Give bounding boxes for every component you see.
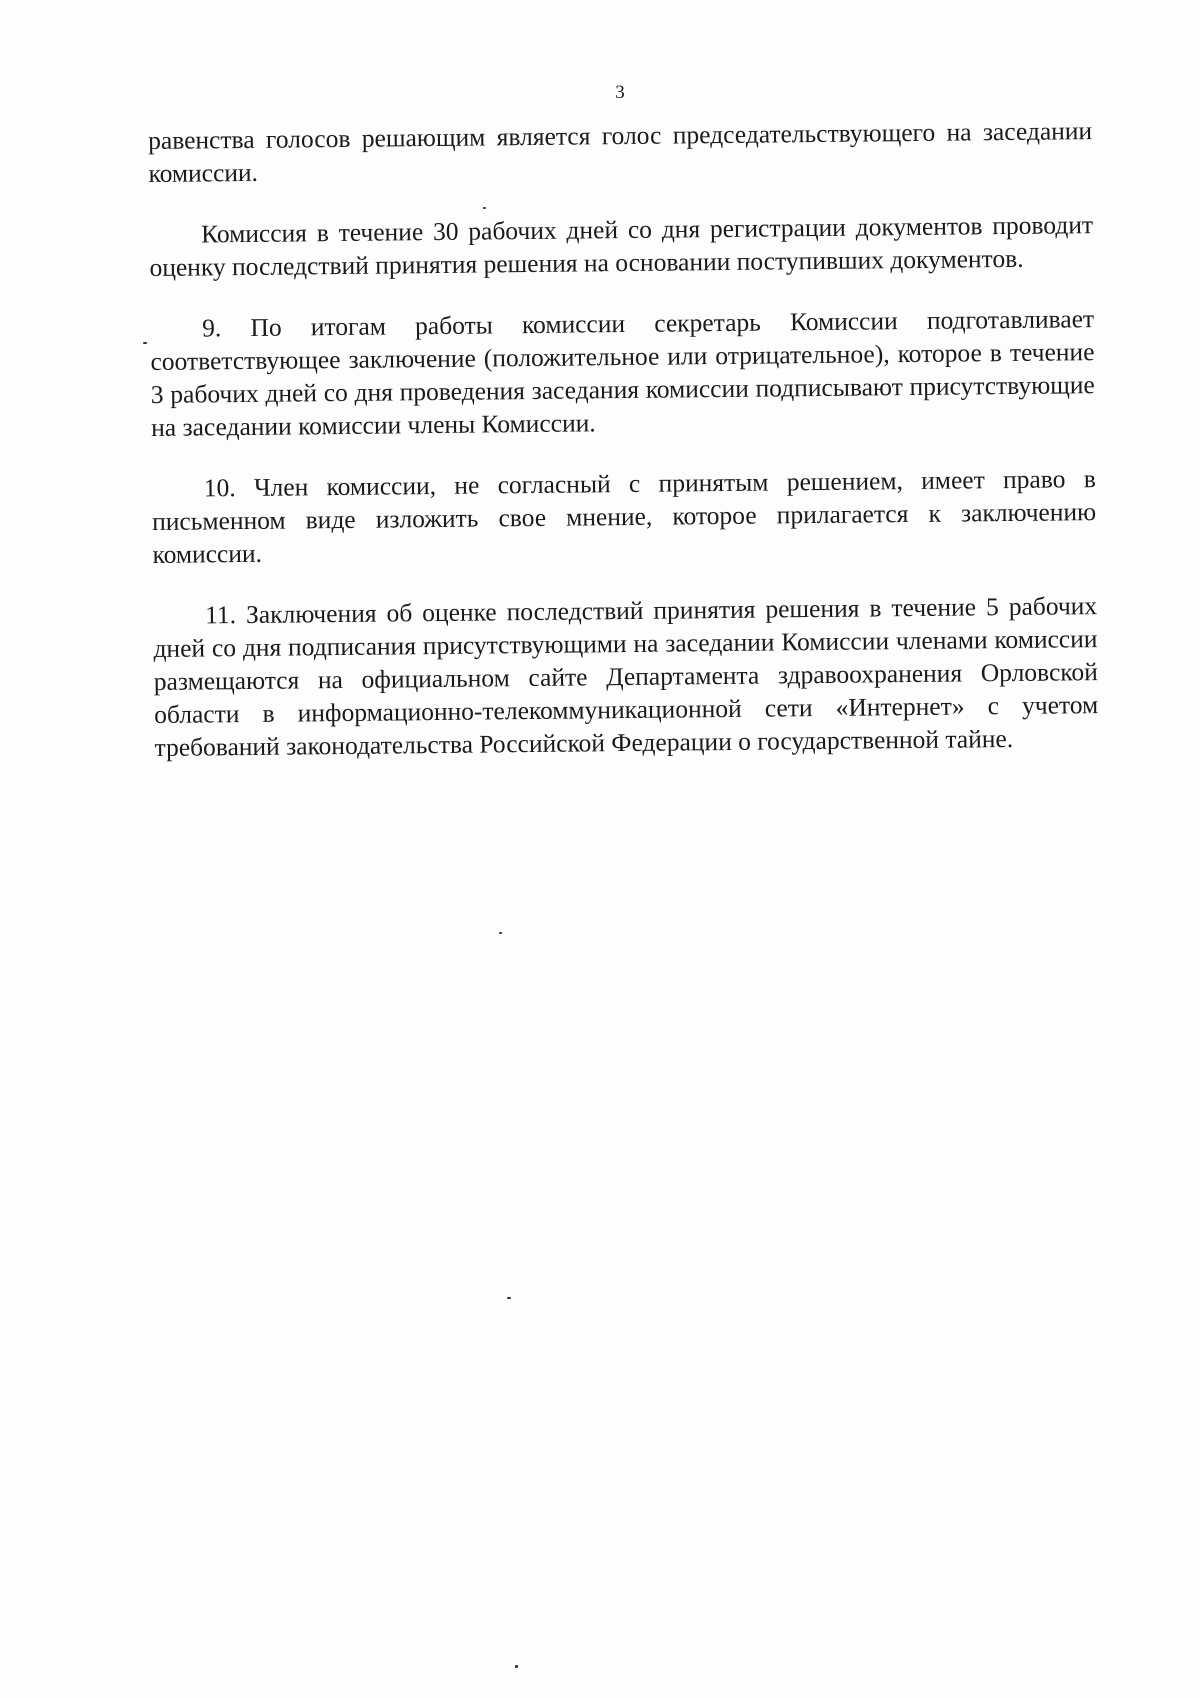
scan-speck bbox=[143, 342, 147, 344]
paragraph-item-10: 10. Член комиссии, не согласный с принятым решением, имеет право в письменном виде изложить свое мнение, которое прилагается к заключению комиссии. bbox=[152, 464, 1097, 569]
paragraph-item-9: 9. По итогам работы комиссии секретарь Комиссии подготавливает соответствующее заключение (положительное или отрицательное), которое в течение 3 рабочих дней со дня проведения заседания комиссии подписывают присутствующие на заседании комиссии члены Комиссии. bbox=[150, 304, 1095, 442]
paragraph-continuation: равенства голосов решающим является голос председательствующего на заседании комиссии. bbox=[148, 116, 1093, 188]
paragraph-item-11: 11. Заключения об оценке последствий принятия решения в течение 5 рабочих дней со дня подписания присутствующими на заседании Комиссии членами комиссии размещаются на официальном сайте Департамента здравоохранения Орловской области в информационно-телекоммуникационной сети «Интернет» с учетом требований законодательства Российской Федерации о государственной тайне. bbox=[153, 591, 1099, 762]
scan-speck bbox=[515, 1665, 518, 1668]
page-number: 3 bbox=[615, 82, 625, 103]
scan-speck bbox=[499, 932, 502, 934]
paragraph-commission-term: Комиссия в течение 30 рабочих дней со дня регистрации документов проводит оценку последствий принятия решения на основании поступивших документов. bbox=[149, 210, 1094, 282]
scan-speck bbox=[507, 1297, 511, 1299]
scan-speck bbox=[483, 207, 486, 209]
document-body bbox=[148, 114, 1099, 792]
